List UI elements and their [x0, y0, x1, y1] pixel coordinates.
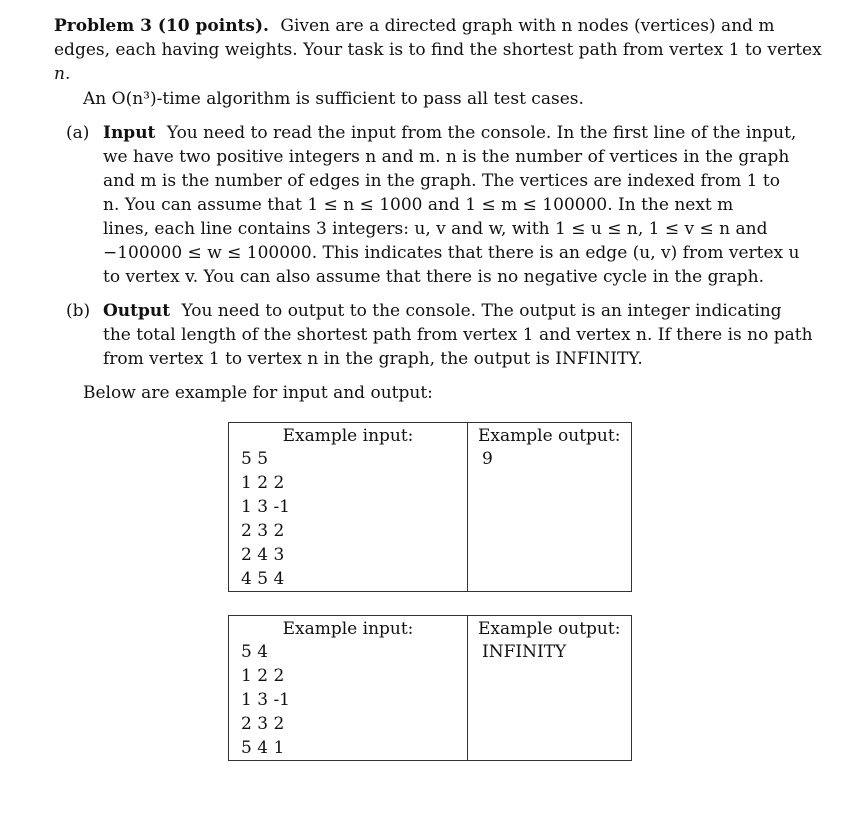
- input-text-4: n. You can assume that 1 ≤ n ≤ 1000 and 1 ≤ m ≤ 100000. In the next m: [103, 195, 734, 215]
- example-1-input-cell: [229, 423, 468, 592]
- example-1-input-header: Example input:: [282, 426, 414, 446]
- complexity-note: An O(n³)-time algorithm is sufficient to pass all test cases.: [83, 89, 584, 109]
- example-1-input-line: 5 5: [241, 449, 269, 469]
- input-text-3: and m is the number of edges in the graph. The vertices are indexed from 1 to: [103, 171, 780, 191]
- example-2-output-value: INFINITY: [482, 642, 567, 662]
- problem-statement-line-1: [54, 14, 775, 38]
- output-text-1: You need to output to the console. The output is an integer indicating: [181, 301, 782, 321]
- example-2-input-line: 5 4 1: [241, 738, 285, 758]
- problem-intro-line-2: edges, each having weights. Your task is to find the shortest path from vertex 1 to vertex: [54, 40, 822, 60]
- input-text-1: You need to read the input from the console. In the first line of the input,: [166, 123, 797, 143]
- problem-title: Problem 3 (10 points).: [54, 16, 269, 36]
- example-2-input-line: 1 3 -1: [241, 690, 290, 710]
- output-line-1: [103, 299, 782, 323]
- example-1-output-cell: [468, 423, 632, 592]
- output-heading: Output: [103, 301, 171, 321]
- example-table-2: [228, 615, 632, 761]
- problem-intro-line-3: n.: [54, 64, 71, 84]
- example-2-output-header: Example output:: [478, 619, 621, 639]
- input-text-2: we have two positive integers n and m. n is the number of vertices in the graph: [103, 147, 790, 167]
- problem-intro-line-1: Given are a directed graph with n nodes (vertices) and m: [280, 16, 775, 36]
- input-heading: Input: [103, 123, 156, 143]
- example-2-input-line: 1 2 2: [241, 666, 285, 686]
- example-2-output-cell: [468, 616, 632, 761]
- examples-intro: Below are example for input and output:: [83, 383, 433, 403]
- input-text-5: lines, each line contains 3 integers: u, v and w, with 1 ≤ u ≤ n, 1 ≤ v ≤ n and: [103, 219, 768, 239]
- output-label: (b): [66, 301, 91, 321]
- input-text-7: to vertex v. You can also assume that there is no negative cycle in the graph.: [103, 267, 764, 287]
- example-2-input-header: Example input:: [282, 619, 414, 639]
- example-1-output-value: 9: [482, 449, 493, 469]
- example-2-input-cell: [229, 616, 468, 761]
- output-text-2: the total length of the shortest path from vertex 1 and vertex n. If there is no path: [103, 325, 813, 345]
- input-line-1: [103, 121, 796, 145]
- example-1-input-line: 2 3 2: [241, 521, 285, 541]
- example-1-input-line: 1 2 2: [241, 473, 285, 493]
- input-text-6: −100000 ≤ w ≤ 100000. This indicates that there is an edge (u, v) from vertex u: [103, 243, 800, 263]
- example-2-input-line: 2 3 2: [241, 714, 285, 734]
- example-1-input-line: 4 5 4: [241, 569, 285, 589]
- output-text-3: from vertex 1 to vertex n in the graph, the output is INFINITY.: [103, 349, 643, 369]
- example-2-input-line: 5 4: [241, 642, 269, 662]
- example-1-output-header: Example output:: [478, 426, 621, 446]
- example-1-input-line: 2 4 3: [241, 545, 285, 565]
- example-1-input-line: 1 3 -1: [241, 497, 290, 517]
- input-label: (a): [66, 123, 90, 143]
- example-table-1: [228, 422, 632, 592]
